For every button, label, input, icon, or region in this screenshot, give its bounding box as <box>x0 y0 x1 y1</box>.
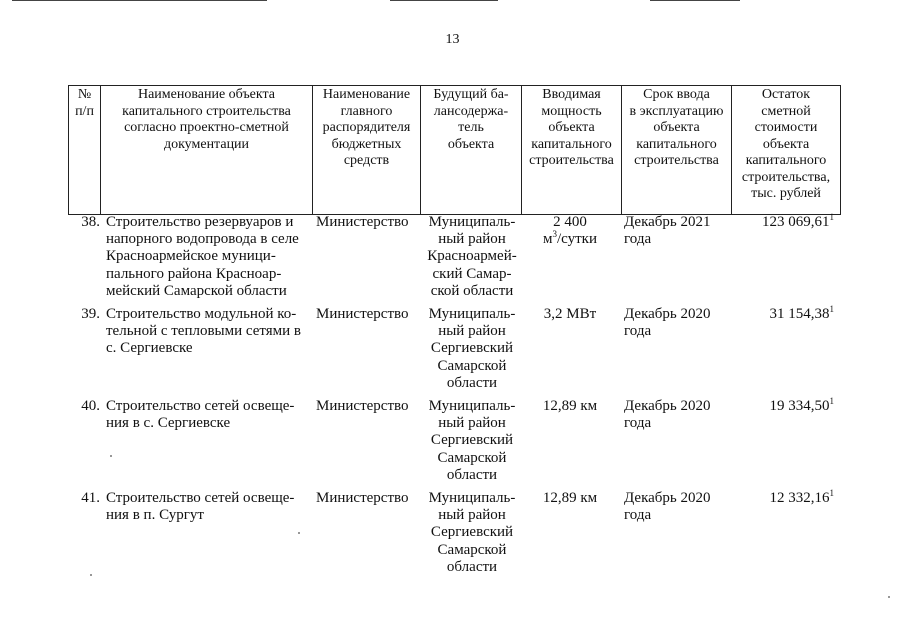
object-name: Строительство сетей освеще- ния в с. Сергиевске <box>106 398 295 432</box>
scan-edge-line <box>390 0 498 1</box>
budget-manager: Министерство <box>316 398 409 414</box>
capacity-unit: $м^3$/сутки <box>543 229 597 248</box>
future-holder: Муниципаль- ный район Сергиевский Самарской области <box>428 398 516 483</box>
commissioning-date: Декабрь 2020 года <box>624 306 711 340</box>
scan-speck <box>110 455 112 457</box>
footnote-mark: 1 <box>829 212 834 222</box>
page-number: 13 <box>445 32 460 47</box>
header-num: № п/п <box>69 86 101 214</box>
footnote-mark: 1 <box>829 396 834 406</box>
capacity: 12,89 км <box>542 490 598 506</box>
header-manager: Наименование главного распорядителя бюджетных средств <box>313 86 421 214</box>
capacity: 12,89 км <box>542 398 598 414</box>
footnote-mark: 1 <box>829 304 834 314</box>
capacity <box>521 214 619 248</box>
header-date: Срок ввода в эксплуатацию объекта капитального строительства <box>622 86 732 214</box>
header-name: Наименование объекта капитального строительства согласно проектно-сметной документации <box>101 86 313 214</box>
row-number: 41. <box>81 490 100 506</box>
table-header <box>68 85 841 215</box>
row-number: 39. <box>81 306 100 322</box>
scan-edge-line <box>650 0 740 1</box>
object-name: Строительство резервуаров и напорного водопровода в селе Красноармейское муници- пального района Красноар- мейский Самарской области <box>106 214 299 299</box>
row-number: 38. <box>81 214 100 230</box>
object-name: Строительство сетей освеще- ния в п. Сургут <box>106 490 295 524</box>
budget-manager: Министерство <box>316 306 409 322</box>
footnote-mark: 1 <box>829 488 834 498</box>
future-holder: Муниципаль- ный район Красноармей- ский Самар- ской области <box>427 214 517 299</box>
remaining-cost: 123 069,61$^1$ <box>762 212 834 230</box>
header-holder: Будущий ба- лансодержа- тель объекта <box>421 86 522 214</box>
scan-speck <box>888 596 890 598</box>
commissioning-date: Декабрь 2020 года <box>624 490 711 524</box>
scan-speck <box>90 574 92 576</box>
capacity: 3,2 МВт <box>543 306 597 322</box>
remaining-cost: 19 334,50$^1$ <box>769 396 834 414</box>
budget-manager: Министерство <box>316 214 409 230</box>
header-capacity: Вводимая мощность объекта капитального строительства <box>522 86 622 214</box>
header-remainder: Остаток сметной стоимости объекта капитального строительства, тыс. рублей <box>741 87 831 201</box>
commissioning-date: Декабрь 2020 года <box>624 398 711 432</box>
scan-edge-line <box>12 0 267 1</box>
scan-speck <box>298 532 300 534</box>
commissioning-date: Декабрь 2021 года <box>624 214 711 248</box>
remaining-cost: 31 154,38$^1$ <box>769 304 834 322</box>
budget-manager: Министерство <box>316 490 409 506</box>
future-holder: Муниципаль- ный район Сергиевский Самарской области <box>428 306 516 391</box>
object-name: Строительство модульной ко- тельной с тепловыми сетями в с. Сергиевске <box>106 306 302 357</box>
remaining-cost: 12 332,16$^1$ <box>769 488 834 506</box>
future-holder: Муниципаль- ный район Сергиевский Самарской области <box>428 490 516 575</box>
row-number: 40. <box>81 398 100 414</box>
capacity-value: 2 400 <box>553 214 587 230</box>
